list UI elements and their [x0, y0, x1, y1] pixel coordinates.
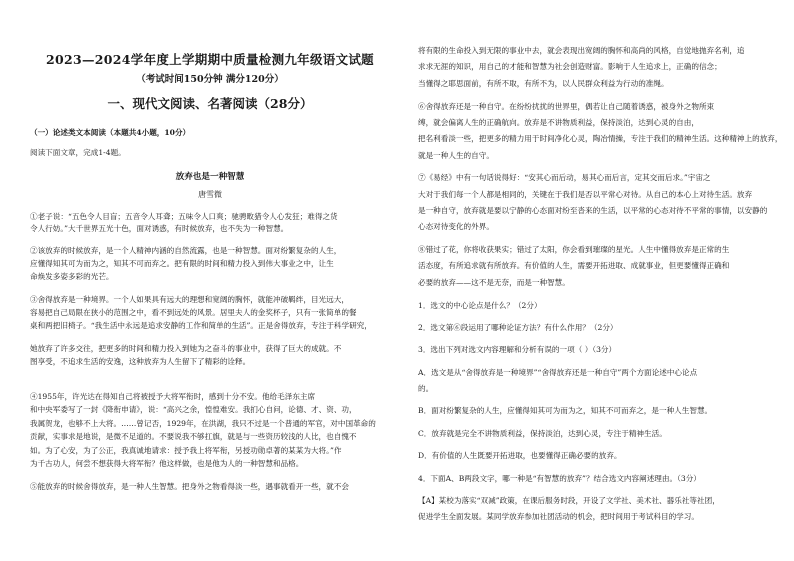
- left-line: 桌和两把旧椅子。“我生活中永远是追求安静的工作和简单的生活”。正是舍得放弃，专注于科学研究，: [30, 321, 372, 330]
- left-line: 贡献，实事求是地说，是微不足道的。不要说我不够扛旗，就是与一些资历较浅的人比，也自愧不: [30, 432, 357, 441]
- left-line: 应懂得知其可为而为之，知其不可而弃之。把有限的时间和精力投入到伟大事业之中，让生: [30, 259, 334, 268]
- right-line: 大对于我们每一个人都是相同的，关键在于我们是否以平常心对待。从自己的本心上对待生活。放弃: [418, 190, 753, 199]
- question-1: 1．选文的中心论点是什么？（2分）: [418, 301, 542, 310]
- option-a: A．选文是从“舍得放弃是一种境界”“舍得放弃还是一种自守”两个方面论述中心论点: [418, 368, 698, 377]
- left-line: 她放弃了许多交往，把更多的时间和精力投入到她为之奋斗的事业中，获得了巨大的成就。不: [30, 344, 342, 353]
- instruction: 阅读下面文章，完成1-4题。: [30, 148, 126, 157]
- subsection-title: （一）论述类文本阅读（本题共4小题，10分）: [30, 128, 191, 137]
- question-2: 2．选文第⑥段运用了哪种论证方法？有什么作用？（2分）: [418, 323, 618, 332]
- option-a-cont: 的。: [418, 384, 434, 393]
- exam-info: （考试时间150分钟 满分120分）: [136, 74, 284, 85]
- left-line: 图享受，不追求生活的安逸，这种放弃为人生留下了精彩的诠释。: [30, 357, 251, 366]
- left-line: ①老子说：“五色令人目盲；五音令人耳聋；五味令人口爽；驰骋畋猎令人心发狂；难得之货: [30, 212, 338, 221]
- right-line: 必要的放弃——这不是无奈，而是一种智慧。: [418, 278, 570, 287]
- left-line: 为千古功人，何尝不想获得大将军衔？他这样做，也是他为人的一种智慧和品格。: [30, 459, 304, 468]
- right-line: 将有限的生命投入到无限的事业中去，就会表现出宽阔的胸怀和高尚的风格，自觉地抛弃名利，追: [418, 46, 745, 55]
- left-line: 命焕发多姿多彩的光芒。: [30, 272, 114, 281]
- essay-author: 唐雪微: [198, 190, 222, 199]
- question-4: 4．下面A、B两段文字，哪一种是“有智慧的放弃”？结合选文内容阐述理由。（3分）: [418, 474, 701, 483]
- option-b: B．面对纷繁复杂的人生，应懂得知其可为而为之，知其不可而弃之，是一种人生智慧。: [418, 406, 713, 415]
- left-line: ④1955年，许光达在得知自己将被授予大将军衔时，感到十分不安。他给毛泽东主席: [30, 392, 316, 401]
- left-line: 令人行妨。”大千世界五光十色，面对诱惑，有时候放弃，也不失为一种智慧。: [30, 224, 289, 233]
- right-line: 求求无涯的知识，用自己的才能和智慧为社会创造财富。影响于人生追求上，正确的信念；: [418, 62, 722, 71]
- left-line: ③舍得放弃是一种境界。一个人如果具有远大的理想和宽阔的胸怀，就能冲破羁绊，目光远大，: [30, 295, 349, 304]
- right-line: ⑦《易经》中有一句话说得好：“安其心而后动，易其心而后言，定其交而后求。”宇宙之: [418, 173, 711, 182]
- question-3: 3．选出下列对选文内容理解和分析有误的一项（ ）（3分）: [418, 345, 617, 354]
- left-line: ⑤能放弃的时候舍得放弃，是一种人生智慧。把身外之物看得淡一些，遇事就看开一些，就不会: [30, 482, 349, 491]
- essay-title: 放弃也是一种智慧: [175, 172, 245, 182]
- right-line: ⑧错过了花，你将收获果实；错过了太阳，你会看到璀璨的星光。人生中懂得放弃是正常的生: [418, 245, 730, 254]
- right-line: 当懂得之耶思面前，有所不取，有所不为，以人民群众利益为行动的准绳。: [418, 79, 669, 88]
- left-line: 如。为了心安，为了公正，我真诚地请求：授予我上将军衔，另授功勋卓著的某某为大将。”作: [30, 446, 342, 455]
- right-line: ⑥舍得放弃还是一种自守。在纷纷扰扰的世界里，偶若让自己随着诱惑，被身外之物所束: [418, 102, 715, 111]
- right-line: 心态对待变化的外界。: [418, 222, 494, 231]
- right-line: 活态度，有所追求就有所放弃。有价值的人生，需要开拓进取、成就事业，但更要懂得正确和: [418, 261, 730, 270]
- right-line: 缚，就会偏离人生的正确航向。放弃是不讲物质利益，保持淡泊，达到心灵的自由，: [418, 118, 699, 127]
- right-line: 把名利看淡一些，把更多的精力用于时间净化心灵，陶冶情操，专注于我们的精神生活。这种精神上的放弃，: [418, 134, 783, 143]
- passage-a-cont: 促进学生全面发展。某同学放弃参加社团活动的机会，把时间用于考试科目的学习。: [418, 512, 699, 521]
- passage-a: 【A】某校为落实“双减”政策，在课后服务时段，开设了文学社、美术社、器乐社等社团，: [418, 496, 720, 505]
- left-line: ②该放弃的时候放弃，是一个人精神内涵的自然流露，也是一种智慧。面对纷繁复杂的人生，: [30, 246, 342, 255]
- section-title: 一、现代文阅读、名著阅读（28分）: [107, 96, 313, 111]
- left-line: 我属贺龙，也够不上大将。……曾记否，1929年，在洪湖，我只不过是一个普通的军官，对中国革命的: [30, 419, 376, 428]
- option-c: C．放弃就是完全不讲物质利益，保持淡泊，达到心灵，专注于精神生活。: [418, 429, 667, 438]
- left-line: 容易把自己局限在狭小的范围之中，看不到远处的风景。居里夫人的金奖杯子，只有一张简单的餐: [30, 308, 357, 317]
- option-d: D．有价值的人生既要开拓进取，也要懂得正确必要的放弃。: [418, 451, 622, 460]
- left-line: 和中央军委写了一封《降衔申请》，说：“高兴之余，惶惶难安。我扪心自问，论德、才、资、功，: [30, 405, 357, 414]
- right-line: 是一种自守，放弃就是要以宁静的心态面对纷至沓来的生活，以平常的心态对待不平常的事情，以安静的: [418, 206, 768, 215]
- exam-title: 2023—2024学年度上学期期中质量检测九年级语文试题: [46, 52, 374, 67]
- right-line: 就是一种人生的自守。: [418, 151, 494, 160]
